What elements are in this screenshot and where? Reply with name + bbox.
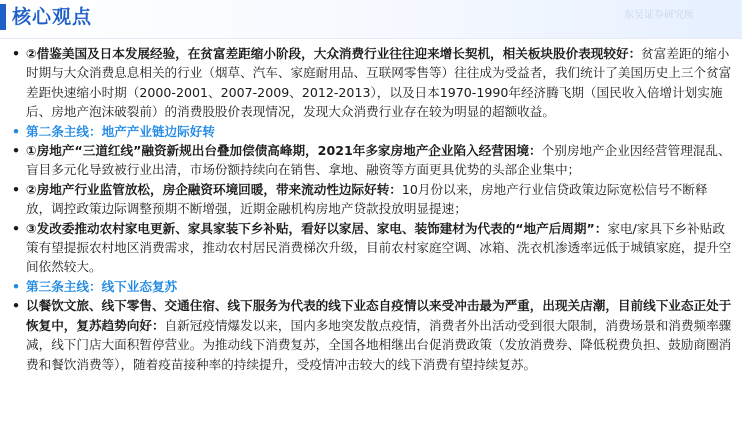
theme-heading-real-estate [10,122,732,141]
bullet-icon: • [12,298,21,314]
point-lead: ③发改委推动农村家电更新、家具家装下乡补贴，看好以家居、家电、装饰建材为代表的“地产后周期”： [26,220,608,236]
bullet-icon: • [12,220,21,236]
point-regulation-easing [10,180,732,219]
point-lead: 以餐饮文旅、线下零售、交通住宿、线下服务为代表的线下业态自疫情以来受冲击最为严重，出现关店潮，目前线下业态正处于恢复中，复苏趋势向好： [26,298,732,333]
bullet-icon: • [12,123,21,139]
point-body: 10月份以来，房地产行业信贷政策边际宽松信号不断释放，调控政策边际调整预期不断增强，近期金融机构房地产贷款投放明显提速； [26,181,708,217]
point-consumption-growth [10,44,732,122]
point-red-lines [10,141,732,180]
theme-title: 第二条主线：地产产业链边际好转 [26,123,215,139]
bullet-icon: • [12,46,21,61]
bullet-icon: • [12,278,21,294]
slide-title: 核心观点 [12,6,93,28]
point-body: 贫富差距的缩小时期与大众消费息息相关的行业（烟草、汽车、家庭耐用品、互联网零售等）往往成为受益者，我们统计了美国历史上三个贫富差距快速缩小时期（2000-2001、2007-2009、2012-2013），以及日本1970-1990年经济腾飞期（国民收入倍增计划实施后、房地产泡沫破裂前）的消费股股价表现情况，发现大众消费行业存在较为明显的超额收益。 [26,46,732,120]
theme-title: 第三条主线：线下业态复苏 [26,278,178,294]
watermark: 东吴证券研究所 [624,10,694,21]
bullet-icon: • [12,181,21,197]
point-rural-appliances [10,219,732,277]
point-body: 个别房地产企业因经营管理混乱、盲目多元化导致被行业出清，市场份额持续向在销售、拿地、融资等方面更具优势的头部企业集中； [26,143,731,178]
bullet-icon: • [12,143,21,159]
point-offline-businesses [10,296,732,374]
point-lead: ①房地产“三道红线”融资新规出台叠加偿债高峰期，2021年多家房地产企业陷入经营困境： [26,143,542,159]
point-lead: ②借鉴美国及日本发展经验，在贫富差距缩小阶段，大众消费行业往往迎来增长契机，相关板块股价表现较好： [26,46,642,61]
title-accent-bar [0,4,6,30]
point-body: 家电/家具下乡补贴政策有望提振农村地区消费需求，推动农村居民消费梯次升级，目前农村家庭空调、冰箱、洗衣机渗透率远低于城镇家庭，提升空间依然较大。 [26,220,732,275]
slide-header [0,0,742,39]
core-views-content [10,44,732,374]
point-body: 自新冠疫情爆发以来，国内多地突发散点疫情，消费者外出活动受到很大限制，消费场景和消费频率骤减，线下门店大面积暂停营业。为推动线下消费复苏，全国各地相继出台促消费政策（发放消费券、降低税费负担、鼓励商圈消费和餐饮消费等），随着疫苗接种率的持续提升，受疫情冲击较大的线下消费有望持续复苏。 [26,317,732,372]
point-lead: ②房地产行业监管放松，房企融资环境回暖，带来流动性边际好转： [26,181,402,197]
theme-heading-offline-recovery [10,277,732,296]
